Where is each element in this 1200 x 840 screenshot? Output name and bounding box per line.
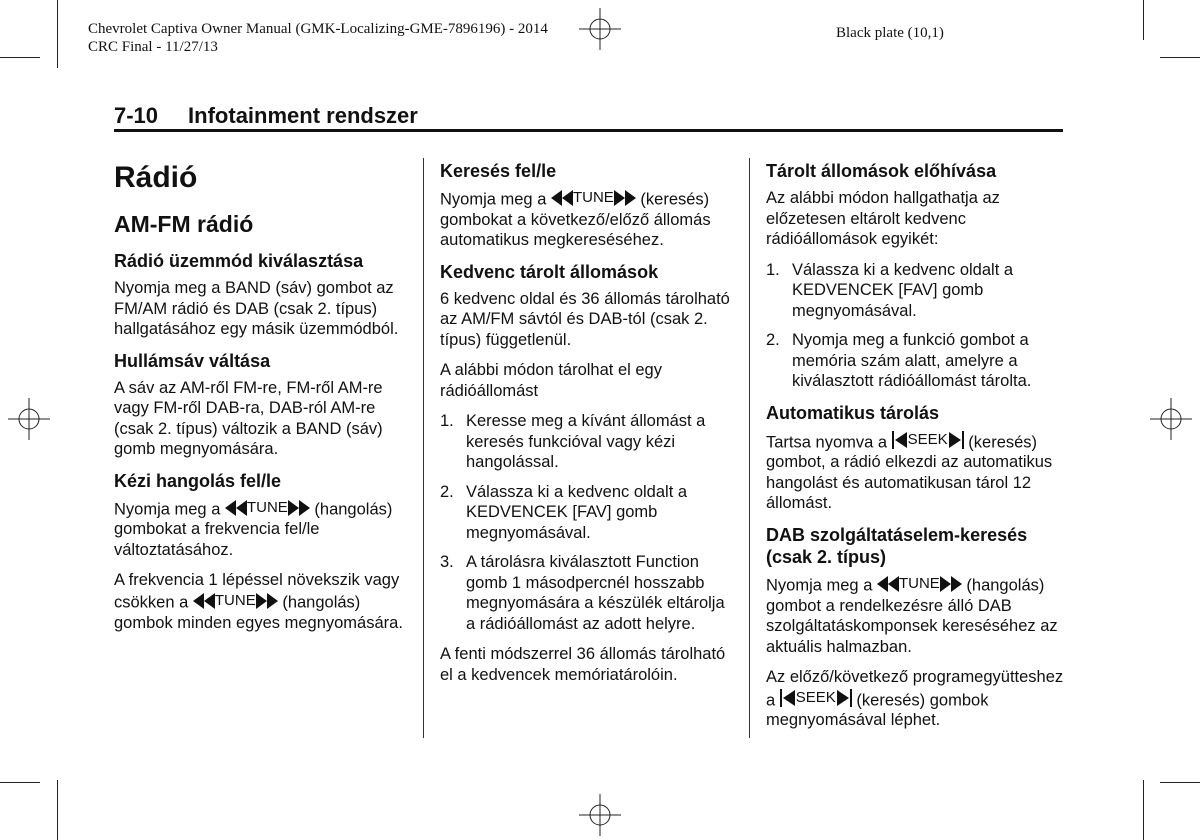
seek-forward-icon (836, 689, 852, 707)
paragraph (766, 667, 1064, 731)
list-text: Válassza ki a kedvenc oldalt a KEDVENCEK [FAV] gomb megnyomásával. (792, 260, 1014, 320)
text: Nyomja meg a (766, 576, 873, 594)
crop-mark (1143, 0, 1144, 40)
tune-label: TUNE (214, 591, 256, 609)
text: Az előző/következő programegyütteshez a (766, 668, 1064, 709)
crop-mark (1143, 780, 1144, 840)
section-number: 7-10 (114, 103, 159, 128)
column-divider (423, 158, 424, 738)
heading-recall: Tárolt állomások előhívása (766, 161, 997, 181)
heading-dab-search: DAB szolgáltatáselem-keresés (csak 2. típus) (766, 524, 1028, 567)
section-title: Infotainment rendszer (188, 103, 418, 128)
recall-steps-list (766, 260, 1064, 392)
paragraph: A sáv az AM-ről FM-re, FM-ről AM-re vagy FM-ről DAB-ra, DAB-ról AM-re (csak 2. típus) változik a BAND (sáv) gomb megnyomására. (114, 378, 383, 458)
heading-manual-tune: Kézi hangolás fel/le (114, 470, 282, 491)
tune-label: TUNE (898, 574, 940, 592)
text: Nyomja meg a (440, 190, 547, 209)
list-number: 2. (440, 482, 454, 501)
list-number: 1. (440, 412, 454, 431)
store-steps-list (440, 411, 735, 634)
text: (hangolás) gombok minden egyes megnyomására. (114, 593, 403, 632)
seek-button-symbol (892, 430, 964, 451)
list-item (440, 411, 735, 473)
crop-mark (57, 780, 58, 840)
fast-forward-icon (288, 500, 310, 516)
list-text: Válassza ki a kedvenc oldalt a KEDVENCEK [FAV] gomb megnyomásával. (466, 482, 688, 542)
text: Tartsa nyomva a (766, 432, 888, 451)
crop-mark (57, 0, 58, 68)
registration-mark-icon (1150, 398, 1192, 440)
paragraph: A alábbi módon tárolhat el egy rádióállomást (440, 361, 662, 400)
seek-back-icon (780, 689, 796, 707)
section-heading (114, 103, 418, 129)
list-item (766, 260, 1064, 322)
seek-forward-icon (948, 431, 964, 449)
fast-forward-icon (940, 576, 962, 592)
registration-mark-icon (579, 794, 621, 836)
text: (hangolás) gombokat a frekvencia fel/le változtatásához. (114, 499, 393, 559)
paragraph (114, 498, 406, 561)
seek-back-icon (892, 431, 908, 449)
list-number: 2. (766, 331, 780, 349)
text: (keresés) gombokat a következő/előző állomás automatikus megkereséséhez. (440, 190, 711, 250)
paragraph: A fenti módszerrel 36 állomás tárolható el a kedvencek memóriatárolóin. (440, 645, 726, 684)
registration-mark-icon (579, 8, 621, 50)
paragraph (114, 570, 406, 633)
paragraph: Az alábbi módon hallgathatja az előzetesen eltárolt kedvenc rádióállomások egyikét: (766, 189, 1000, 248)
list-text: A tárolásra kiválasztott Function gomb 1 másodpercnél hosszabb megnyomására a készülék eltárolja a rádióállomást az adott helyre. (466, 553, 725, 633)
crop-mark (0, 782, 40, 783)
doc-subtitle: CRC Final - 11/27/13 (88, 39, 218, 55)
text: A frekvencia 1 lépéssel növekszik vagy csökken a (114, 571, 400, 611)
tune-button-symbol (225, 498, 310, 519)
text: (hangolás) gombot a rendelkezésre álló DAB szolgáltatáskomponsek kereséséhez az aktuális halmazban. (766, 576, 1058, 656)
chapter-title: Rádió (114, 161, 198, 194)
column-3 (766, 160, 1064, 741)
tune-label: TUNE (246, 498, 288, 516)
plate-label: Black plate (10,1) (836, 25, 944, 41)
list-text: Keresse meg a kívánt állomást a keresés funkcióval vagy kézi hangolással. (466, 412, 706, 472)
heading-auto-store: Automatikus tárolás (766, 402, 940, 423)
list-text: Nyomja meg a funkció gombot a memória szám alatt, amelyre a kiválasztott rádióállomást tárolta. (792, 331, 1032, 390)
heading-band-switch: Hullámsáv váltása (114, 350, 271, 371)
paragraph: 6 kedvenc oldal és 36 állomás tárolható az AM/FM sávtól és DAB-tól (csak 2. típus) függetlenül. (440, 289, 730, 349)
doc-title: Chevrolet Captiva Owner Manual (GMK-Localizing-GME-7896196) - 2014 (88, 21, 548, 37)
text: Nyomja meg a (114, 499, 221, 518)
paragraph (766, 430, 1064, 514)
list-item (766, 330, 1064, 392)
text: (keresés) gombok megnyomásával léphet. (766, 690, 989, 730)
section-rule (114, 129, 1063, 132)
rewind-icon (193, 593, 215, 609)
fast-forward-icon (256, 593, 278, 609)
column-1 (114, 160, 406, 643)
crop-mark (1160, 57, 1200, 58)
list-item (440, 482, 735, 544)
heading-mode-select: Rádió üzemmód kiválasztása (114, 251, 364, 271)
tune-button-symbol (551, 188, 636, 209)
seek-label: SEEK (907, 430, 948, 448)
tune-label: TUNE (572, 189, 614, 206)
crop-mark (0, 57, 40, 58)
paragraph (766, 574, 1064, 657)
fast-forward-icon (614, 190, 636, 206)
rewind-icon (225, 500, 247, 516)
crop-mark (1160, 782, 1200, 783)
list-number: 3. (440, 553, 454, 572)
list-number: 1. (766, 260, 780, 279)
text: (keresés) gombot, a rádió elkezdi az automatikus hangolást és automatikusan tárol 12 állomást. (766, 432, 1053, 513)
list-item (440, 552, 735, 634)
column-2 (440, 160, 735, 695)
column-divider (749, 158, 750, 738)
document-header (88, 20, 548, 56)
rewind-icon (551, 190, 573, 206)
paragraph: Nyomja meg a BAND (sáv) gombot az FM/AM rádió és DAB (csak 2. típus) hallgatásához egy másik üzemmódból. (114, 279, 399, 338)
heading-favorites: Kedvenc tárolt állomások (440, 261, 659, 282)
tune-button-symbol (877, 574, 962, 595)
seek-button-symbol (780, 688, 852, 709)
seek-label: SEEK (795, 688, 836, 706)
paragraph (440, 188, 735, 251)
tune-button-symbol (193, 591, 278, 612)
rewind-icon (877, 576, 899, 592)
heading-search: Keresés fel/le (440, 161, 557, 181)
subchapter-title: AM-FM rádió (114, 211, 254, 237)
registration-mark-icon (8, 398, 50, 440)
